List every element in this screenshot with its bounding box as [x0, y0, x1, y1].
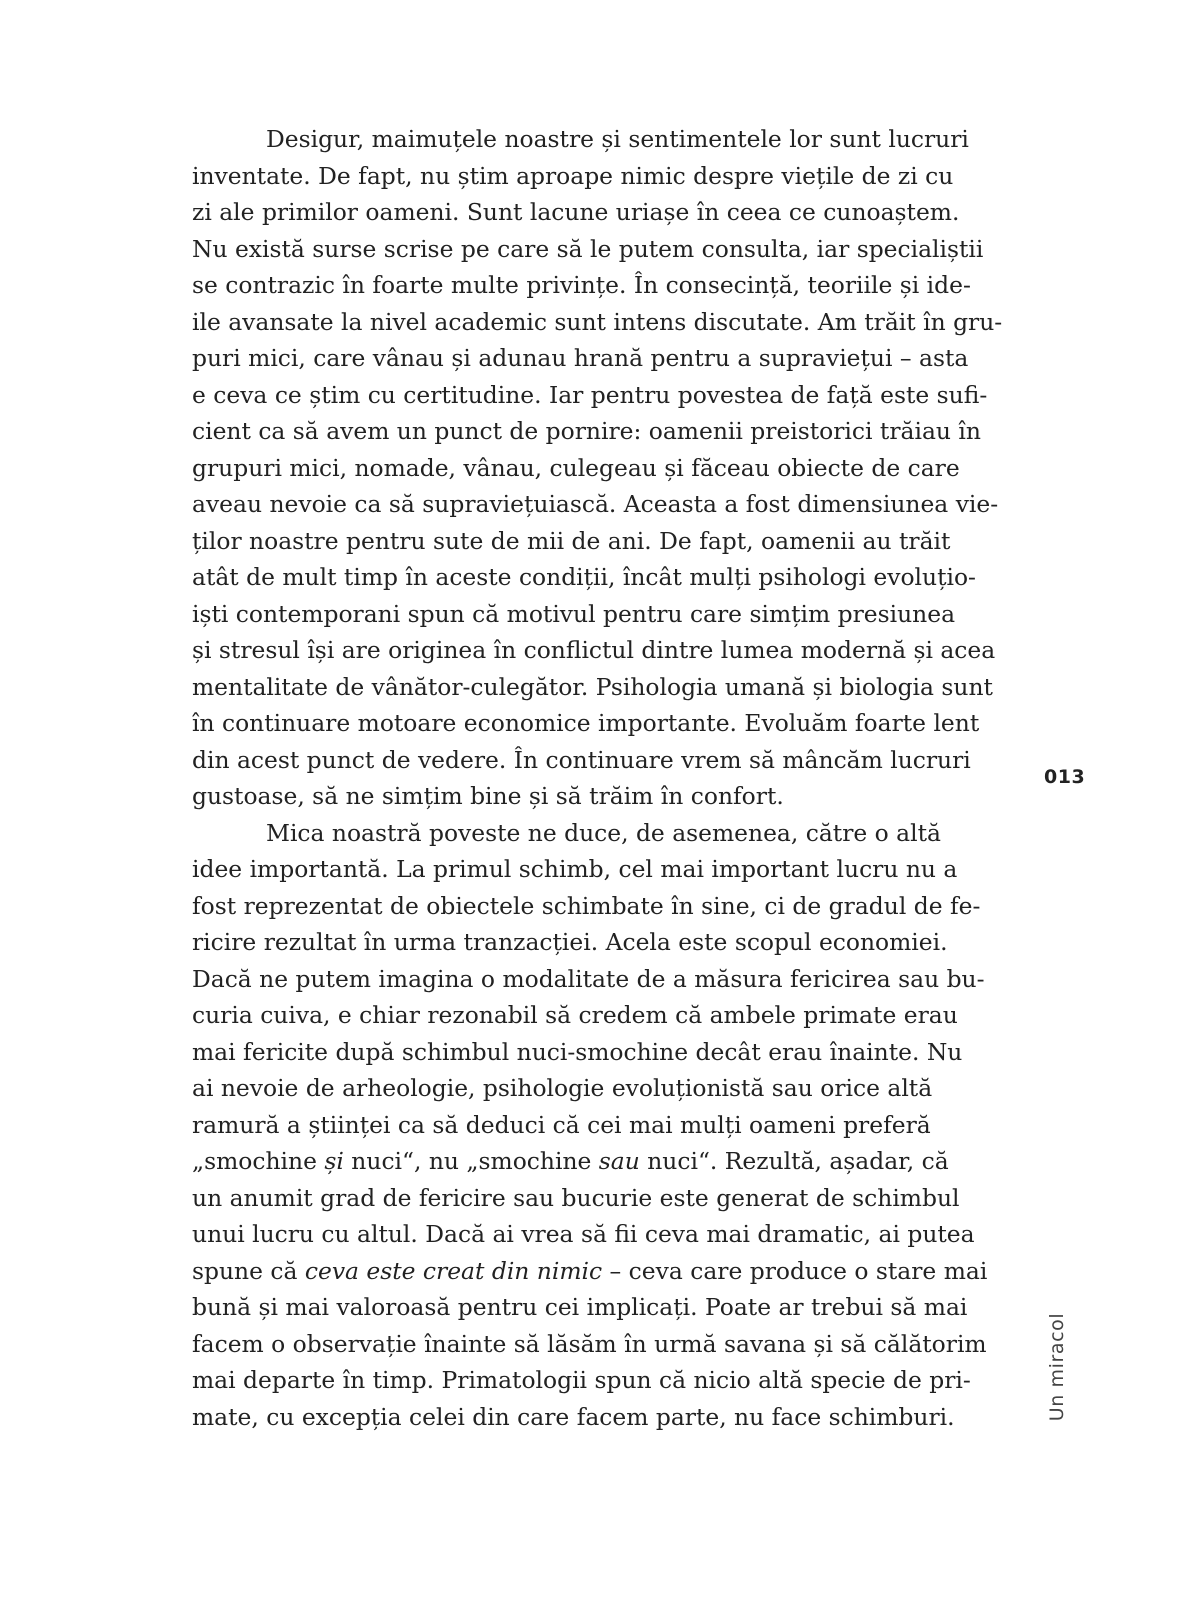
page-number: 013	[1044, 766, 1086, 788]
paragraph-2	[192, 815, 1042, 1436]
text-segment: Mica noastră poveste ne duce, de asemenea, către o altă idee importantă. La primul schimb, cel mai important lucru nu a fost reprezentat de obiectele schimbate în sine, ci de gradul de fe- ricire rezultat în urma tranzacției. Acela este scopul economiei. Dacă ne putem imagina o modalitate de a măsura fericirea sau bu- curia cuiva, e chiar rezonabil să credem că ambele primate erau mai fericite după schimbul nuci-smochine decât erau înainte. Nu ai nevoie de arheologie, psihologie evoluționistă sau orice altă ramură a științei ca să deduci că cei mai mulți oameni preferă „smochine	[192, 818, 985, 1175]
italic-segment: sau	[598, 1147, 640, 1175]
body-text	[192, 121, 1042, 1435]
text-segment: – ceva care produce o stare mai bună și mai valoroasă pentru cei implicați. Poate ar trebui să mai facem o observație înainte să lăsăm în urmă savana și să călătorim mai departe în timp. Primatologii spun că nicio altă specie de pri- mate, cu excepția celei din care facem parte, nu face schimburi.	[192, 1256, 988, 1431]
italic-segment: ceva este creat din nimic	[304, 1256, 603, 1285]
text-segment: nuci“, nu „smochine	[343, 1147, 599, 1175]
text-segment: Desigur, maimuțele noastre și sentimentele lor sunt lucruri inventate. De fapt, nu știm aproape nimic despre viețile de zi cu zi ale primilor oameni. Sunt lacune uriașe în ceea ce cunoaștem. Nu există surse scrise pe care să le putem consulta, iar specialiștii se contrazic în foarte multe privințe. În consecință, teoriile și ide- ile avansate la nivel academic sunt intens discutate. Am trăit în gru- puri mici, care vânau și adunau hrană pentru a supraviețui – asta e ceva ce știm cu certitudine. Iar pentru povestea de față este sufi- cient ca să avem un punct de pornire: oamenii preistorici trăiau în grupuri mici, nomade, vânau, culegeau și făceau obiecte de care aveau nevoie ca să supraviețuiască. Aceasta a fost dimensiunea vie- ților noastre pentru sute de mii de ani. De fapt, oamenii au trăit atât de mult timp în aceste condiții, încât mulți psihologi evoluțio- iști contemporani spun că motivul pentru care simțim presiunea și stresul își are originea în conflictul dintre lumea modernă și acea mentalitate de vânător-culegător. Psihologia umană și biologia sunt în continuare motoare economice importante. Evoluăm foarte lent din acest punct de vedere. În continuare vrem să mâncăm lucruri gustoase, să ne simțim bine și să trăim în confort.	[192, 125, 1003, 810]
italic-segment: și	[324, 1147, 344, 1175]
running-head: Un miracol	[1046, 1312, 1068, 1422]
paragraph-1	[192, 121, 1042, 815]
text-segment: nuci“. Rezultă, așadar, că un anumit grad de fericire sau bucurie este generat de schimbul unui lucru cu altul. Dacă ai vrea să fii ceva mai dramatic, ai putea spune că	[192, 1147, 975, 1285]
